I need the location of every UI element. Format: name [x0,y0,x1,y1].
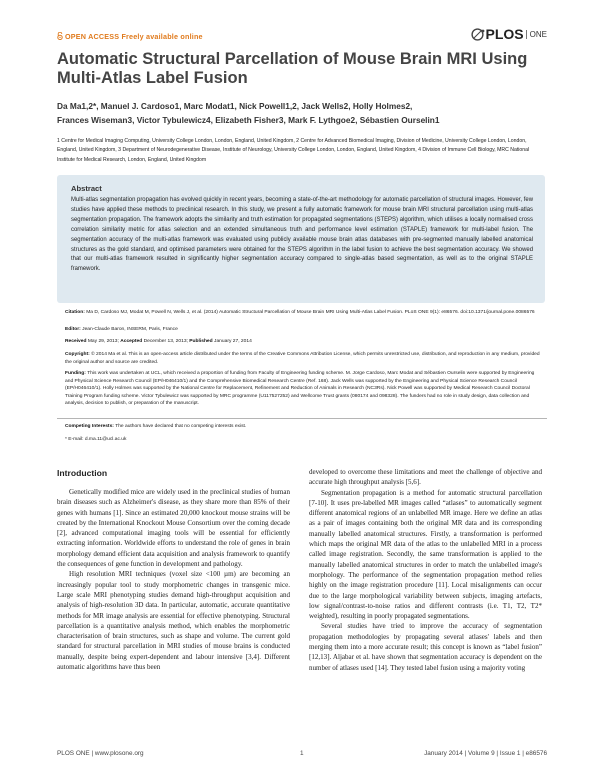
page-footer [57,750,547,760]
article-title: Automatic Structural Parcellation of Mouse Brain MRI Using Multi-Atlas Label Fusion [57,50,528,87]
paragraph: Genetically modified mice are widely used in the preclinical studies of human brain diseases such as Alzheimer's disease, as they share more than 85% of their genes with humans [1]. Since an estimated 20,000 knockout mouse strains will be created by the International Knockout Mouse Consortium over the coming decade [2], advanced computational imaging tools will be essential for efficiently extracting information. Worldwide efforts to understand the role of genes in brain morphology demand efficient data acquisition and analysis framework to quantify the consequences of gene function in development and pathology. [57,488,290,569]
body-column-left [57,487,290,672]
author-list [57,99,547,127]
copyright [65,351,540,366]
abstract-text: Multi-atlas segmentation propagation has evolved quickly in recent years, becoming a state-of-the-art methodology for automatic parcellation of structural images. However, few studies have applied these methods to preclinical research. In this study, we present a fully automatic framework for mouse brain MRI structural parcellation using multi-atlas segmentation propagation. The framework adopts the similarity and truth estimation for propagated segmentations (STEPS) algorithm, which utilises a locally normalised cross correlation similarity metric for atlas selection and an extended simultaneous truth and performance level estimation (STAPLE) framework for multi-label fusion. The segmentation accuracy of the multi-atlas framework was evaluated using publicly available mouse brain atlas databases with pre-segmented manually labelled anatomical structures as the gold standard, and optimised parameters were obtained for the STEPS algorithm in the label fusion to achieve the best segmentation accuracy. We showed that our multi-atlas framework resulted in significantly higher segmentation accuracy compared to single-atlas based segmentation, as well as to the original STAPLE framework. [71,197,533,273]
competing-interests [65,423,540,431]
paragraph: High resolution MRI techniques (voxel size <100 µm) are becoming an increasingly popular tool to study morphometric changes in transgenic mice. Large scale MRI phenotyping studies demand high-throughput acquisition and analysis of high-resolution 3D data. In particular, automatic, accurate quantitative methods for MR image analysis are essential for effective phenotyping. Structural parcellation is a quantitative analysis method, which enables the morphometric characterisation of brain structures, such as shape and volume. The current gold standard for structural parcellation in MRI studies of mouse brains is conducted manually, despite being expert-dependent and labour intensive [3,4]. Different automatic algorithms have thus been [57,570,290,672]
editor-text: Jean-Claude Baron, INSERM, Paris, France [82,327,178,332]
footer-journal[interactable]: PLOS ONE | www.plosone.org [57,750,144,757]
copyright-label: Copyright: [65,352,90,357]
logo-one-text: ONE [526,30,547,39]
affiliations: 1 Centre for Medical Imaging Computing, University College London, London, England, United Kingdom, 2 Centre for Advanced Biomedical Imaging, Division of Medicine, University College London, London, England, United Kingdom, 3 Department of Neurodegenerative Disease, Institute of Neurology, University College London, London, England, United Kingdom, 4 Division of Immune Cell Biology, MRC National Institute for Medical Research, London, England, United Kingdom [57,138,530,163]
copyright-text: © 2014 Ma et al. This is an open-access article distributed under the terms of the Creative Commons Attribution License, which permits unrestricted use, distribution, and reproduction in any medium, provided the original author and source are credited. [65,352,540,365]
authors-line-2: Frances Wiseman3, Victor Tybulewicz4, Elizabeth Fisher3, Mark F. Lythgoe2, Sébastien Ourselin1 [57,115,440,125]
meta-divider [57,418,547,419]
funding [65,370,540,408]
accepted-date: December 13, 2013; [143,339,188,344]
citation [65,309,540,317]
editor-label: Editor: [65,327,81,332]
open-access-banner[interactable] [57,32,203,41]
published-label: Published [189,339,213,344]
journal-header [57,26,547,50]
received-label: Received [65,339,87,344]
dates [65,338,540,346]
introduction-heading: Introduction [57,468,108,478]
authors-line-1: Da Ma1,2*, Manuel J. Cardoso1, Marc Modat1, Nick Powell1,2, Jack Wells2, Holly Holmes2, [57,101,413,111]
footer-issue: January 2014 | Volume 9 | Issue 1 | e86576 [424,750,547,757]
competing-label: Competing Interests: [65,424,114,429]
paragraph: Segmentation propagation is a method for automatic structural parcellation [7-10]. It uses pre-labelled MR images called “atlases” to automatically segment different anatomical regions of an unlabelled MR image. Here we define an atlas as a pair of images containing both the original MR data and its corresponding manually labelled anatomical structures. Firstly, a transformation is performed which maps the original MR data of the atlas to the unlabelled MRI in a process called image registration. Secondly, the same transformation is applied to the manually labelled anatomical structures in order to match the unlabelled image's morphology. The performance of the segmentation propagation method relies highly on the image registration procedure [11]. Local misalignments can occur due to the large morphological variability between subjects, imaging artefacts, low signal/contrast-to-noise ratios and different contrasts (i.e. T1, T2, T2* weighted), resulting in poorly propagated segmentations. [309,488,542,621]
paragraph: Several studies have tried to improve the accuracy of segmentation propagation methodologies by propagating several atlases' labels and then merging them into a more accurate result; this concept is known as “label fusion” [12,13]. Aljabar et al. have shown that segmentation accuracy is dependent on the number of atlases used [14]. They tested label fusion using a majority voting [309,622,542,672]
funding-label: Funding: [65,371,86,376]
funding-text: This work was undertaken at UCL, which received a proportion of funding from Faculty of Engineering funding scheme. M. Jorge Cardoso, Marc Modat and Sébastien Ourselin were supported by Engineering and Physical Science Research Council (EP/H046410/1) and the Comprehensive Biomedical Research Centre (Ref. 168). Jack Wells was supported by the Engineering and Physical Science Research Council (EP/H046410/1). Holly Holmes was supported by the National Centre for Replacement, Refinement and Reduction of Animals in Research (NC3Rs). Nick Powell was supported by Medical Research Council Doctoral Training Program funding scheme. Victor Tybulewicz was supported by MRC programme (U117527252) and Wellcome Trust grants (080174 and 098328). The funders had no role in study design, data collection and analysis, decision to publish, or preparation of the manuscript. [65,371,535,407]
citation-text: Ma D, Cardoso MJ, Modat M, Powell N, Wells J, et al. (2014) Automatic Structural Parcellation of Mouse Brain MRI Using Multi-Atlas Label Fusion. PLoS ONE 9(1): e86576. doi:10.1371/journal.pone.0086576 [86,310,535,315]
paragraph: developed to overcome these limitations and meet the challenge of objective and accurate high throughput analysis [5,6]. [309,468,542,487]
page-number: 1 [300,750,304,757]
corresponding-email[interactable]: * E-mail: d.ma.11@ucl.ac.uk [65,437,127,442]
logo-plos-text: PLOS [485,26,524,42]
competing-text: The authors have declared that no competing interests exist. [115,424,247,429]
editor [65,326,540,334]
published-date: January 27, 2014 [214,339,252,344]
journal-logo[interactable] [471,26,547,44]
received-date: May 29, 2013; [87,339,119,344]
accepted-label: Accepted [120,339,143,344]
abstract-heading: Abstract [71,184,102,193]
body-column-right [309,467,542,673]
open-access-lock-icon [57,32,63,40]
open-access-text: OPEN ACCESS Freely available online [65,32,203,41]
citation-label: Citation: [65,310,85,315]
plos-logo-icon [471,28,486,41]
